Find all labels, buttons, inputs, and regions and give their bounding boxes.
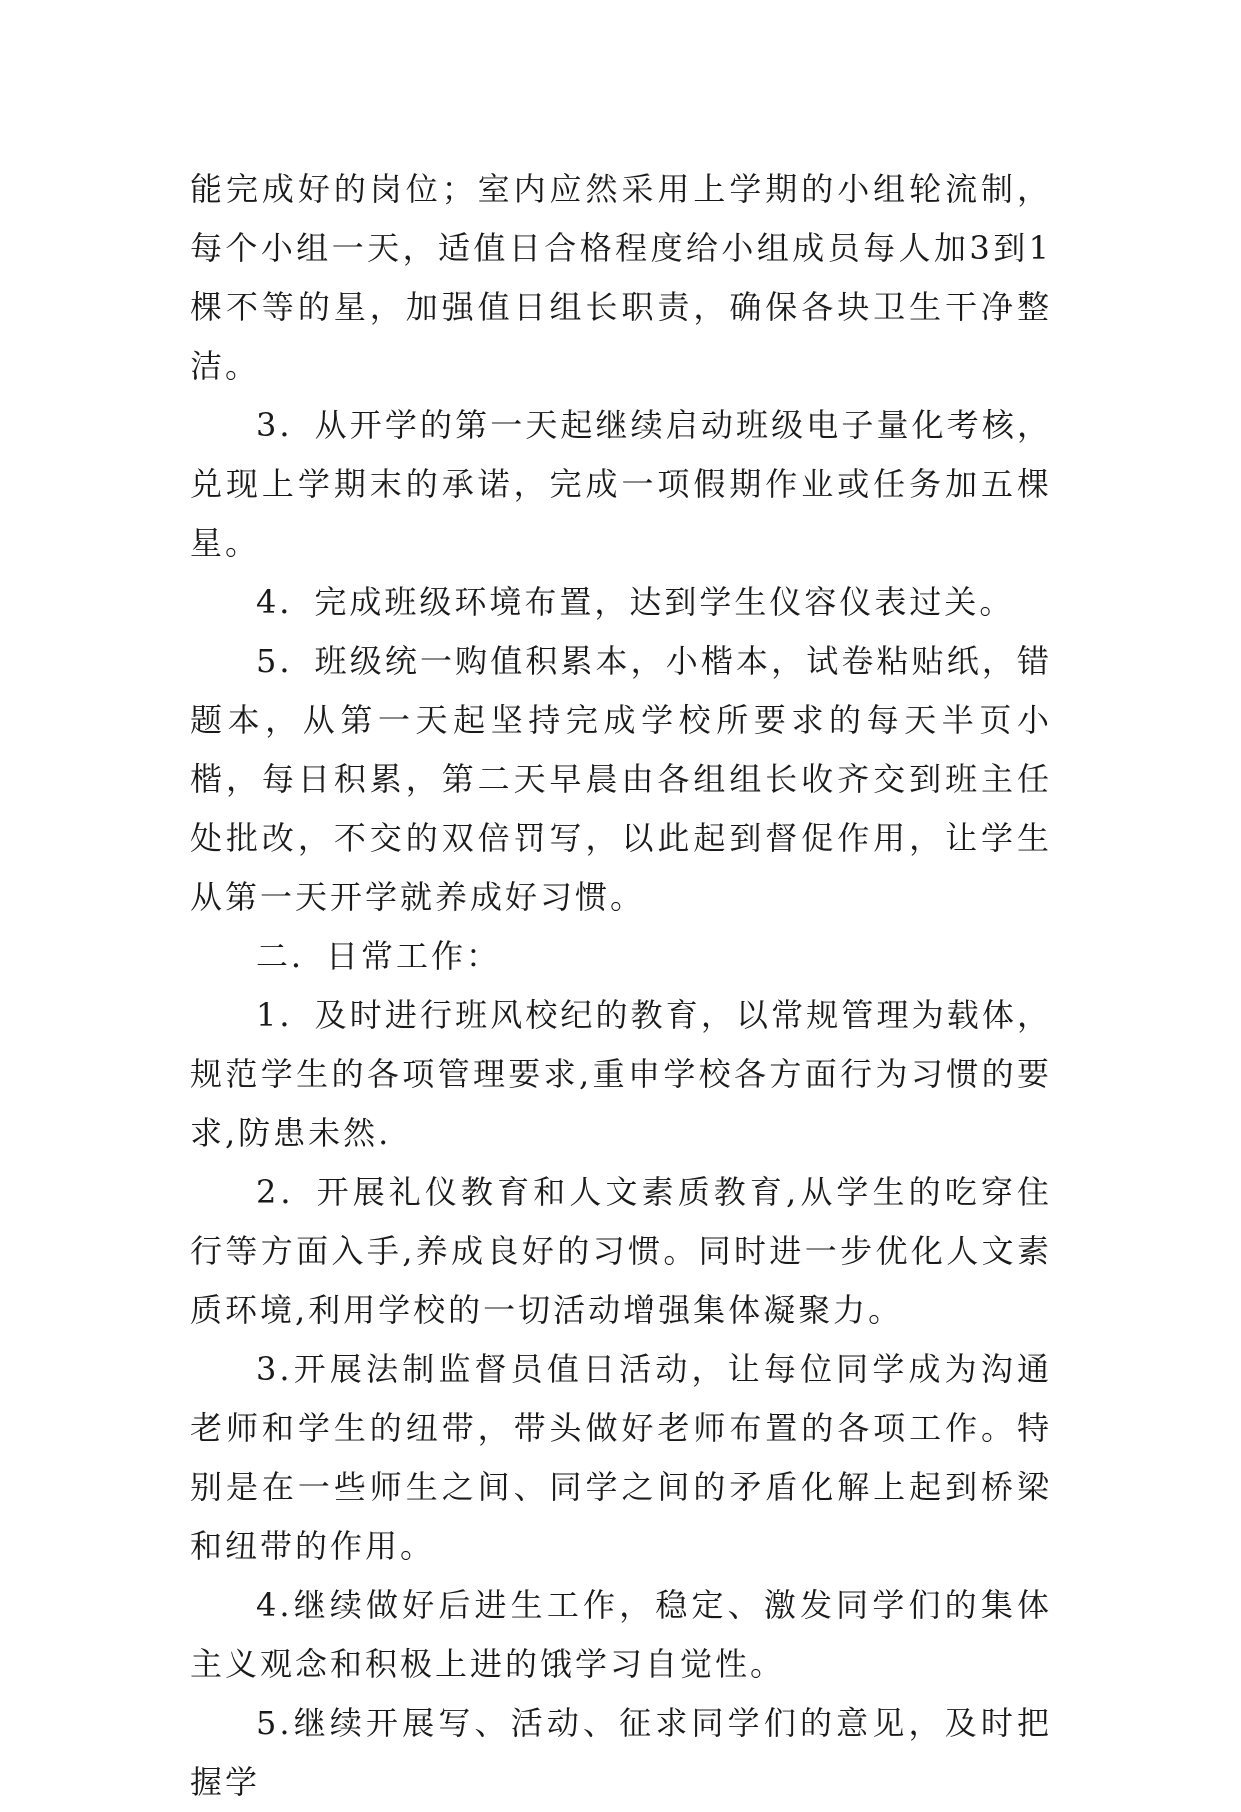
paragraph-daily-5-activities: 5.继续开展写、活动、征求同学们的意见，及时把握学 bbox=[190, 1704, 1052, 1801]
paragraph-daily-4-students: 4.继续做好后进生工作，稳定、激发同学们的集体主义观念和积极上进的饿学习自觉性。 bbox=[190, 1586, 1052, 1683]
paragraph-item-3-evaluation: 3．从开学的第一天起继续启动班级电子量化考核，兑现上学期末的承诺，完成一项假期作业或任务加五棵星。 bbox=[190, 406, 1052, 562]
paragraph-daily-3-supervisor: 3.开展法制监督员值日活动，让每位同学成为沟通老师和学生的纽带，带头做好老师布置的各项工作。特别是在一些师生之间、同学之间的矛盾化解上起到桥梁和纽带的作用。 bbox=[190, 1350, 1052, 1565]
paragraph-duty-rotation: 能完成好的岗位；室内应然采用上学期的小组轮流制，每个小组一天，适值日合格程度给小组成员每人加3到1棵不等的星，加强值日组长职责，确保各块卫生干净整洁。 bbox=[190, 170, 1052, 385]
paragraph-daily-1-discipline: 1．及时进行班风校纪的教育，以常规管理为载体，规范学生的各项管理要求,重申学校各方面行为习惯的要求,防患未然. bbox=[190, 996, 1052, 1152]
document-body bbox=[190, 160, 1052, 1812]
paragraph-daily-2-etiquette: 2．开展礼仪教育和人文素质教育,从学生的吃穿住行等方面入手,养成良好的习惯。同时进一步优化人文素质环境,利用学校的一切活动增强集体凝聚力。 bbox=[190, 1173, 1052, 1329]
paragraph-item-4-environment: 4．完成班级环境布置，达到学生仪容仪表过关。 bbox=[256, 583, 1015, 621]
section-heading-daily-work: 二．日常工作： bbox=[256, 937, 502, 975]
paragraph-item-5-notebooks: 5．班级统一购值积累本，小楷本，试卷粘贴纸，错题本，从第一天起坚持完成学校所要求的每天半页小楷，每日积累，第二天早晨由各组组长收齐交到班主任处批改，不交的双倍罚写，以此起到督促作用，让学生从第一天开学就养成好习惯。 bbox=[190, 642, 1052, 916]
